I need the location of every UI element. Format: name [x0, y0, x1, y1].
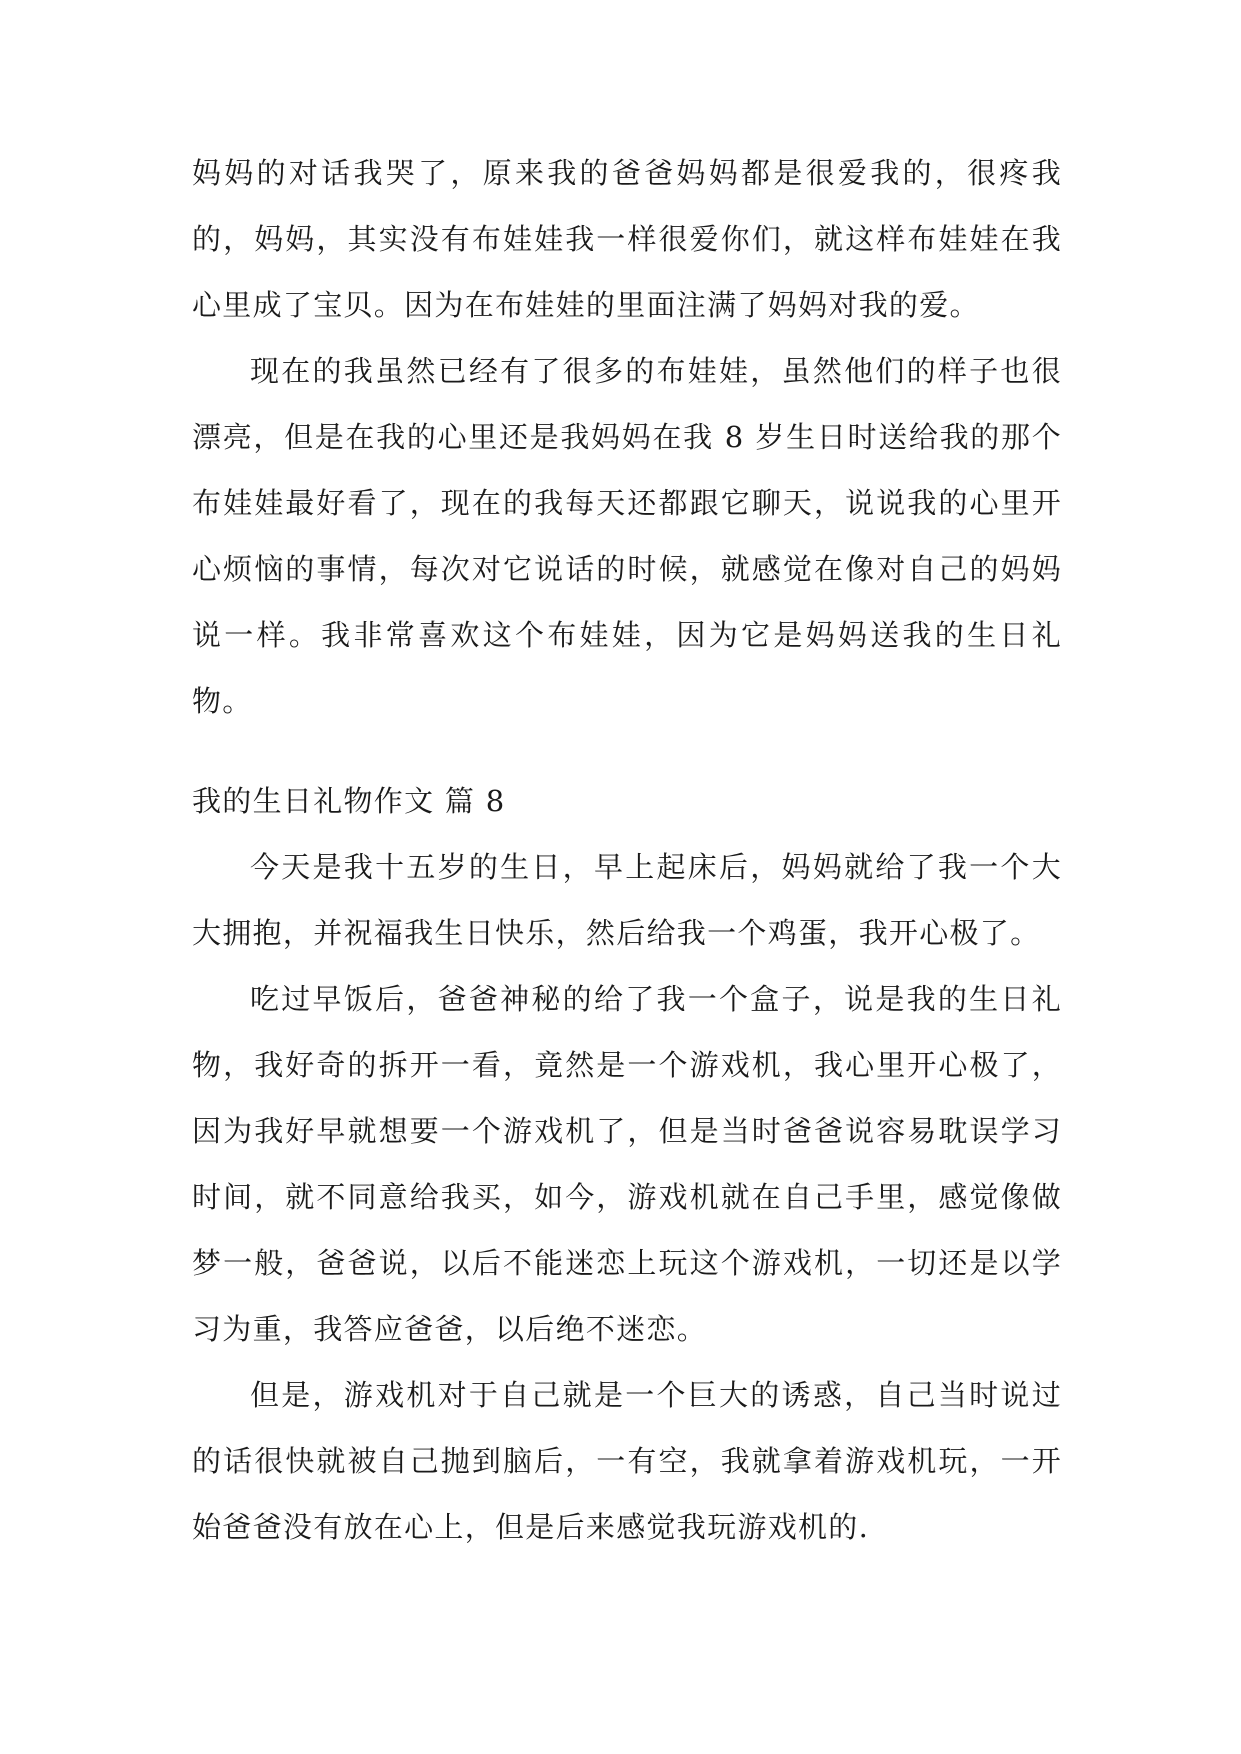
paragraph-continuation: 妈妈的对话我哭了，原来我的爸爸妈妈都是很爱我的，很疼我的，妈妈，其实没有布娃娃我一样很爱你们，就这样布娃娃在我心里成了宝贝。因为在布娃娃的里面注满了妈妈对我的爱。 — [192, 156, 1062, 322]
paragraph-temptation: 但是，游戏机对于自己就是一个巨大的诱惑，自己当时说过的话很快就被自己抛到脑后，一有空，我就拿着游戏机玩，一开始爸爸没有放在心上，但是后来感觉我玩游戏机的. — [192, 1378, 1062, 1544]
section-heading: 我的生日礼物作文 篇 8 — [192, 784, 506, 818]
paragraph-game-console-gift: 吃过早饭后，爸爸神秘的给了我一个盒子，说是我的生日礼物，我好奇的拆开一看，竟然是一个游戏机，我心里开心极了，因为我好早就想要一个游戏机了，但是当时爸爸说容易耽误学习时间，就不同意给我买，如今，游戏机就在自己手里，感觉像做梦一般，爸爸说，以后不能迷恋上玩这个游戏机，一切还是以学习为重，我答应爸爸，以后绝不迷恋。 — [192, 982, 1062, 1346]
paragraph-doll-memory: 现在的我虽然已经有了很多的布娃娃，虽然他们的样子也很漂亮，但是在我的心里还是我妈妈在我 8 岁生日时送给我的那个布娃娃最好看了，现在的我每天还都跟它聊天，说说我的心里开心烦恼的事情，每次对它说话的时候，就感觉在像对自己的妈妈说一样。我非常喜欢这个布娃娃，因为它是妈妈送我的生日礼物。 — [192, 354, 1062, 718]
section-spacer — [192, 734, 1062, 768]
document-body — [192, 140, 1062, 1560]
paragraph-birthday-morning: 今天是我十五岁的生日，早上起床后，妈妈就给了我一个大大拥抱，并祝福我生日快乐，然后给我一个鸡蛋，我开心极了。 — [192, 850, 1062, 950]
